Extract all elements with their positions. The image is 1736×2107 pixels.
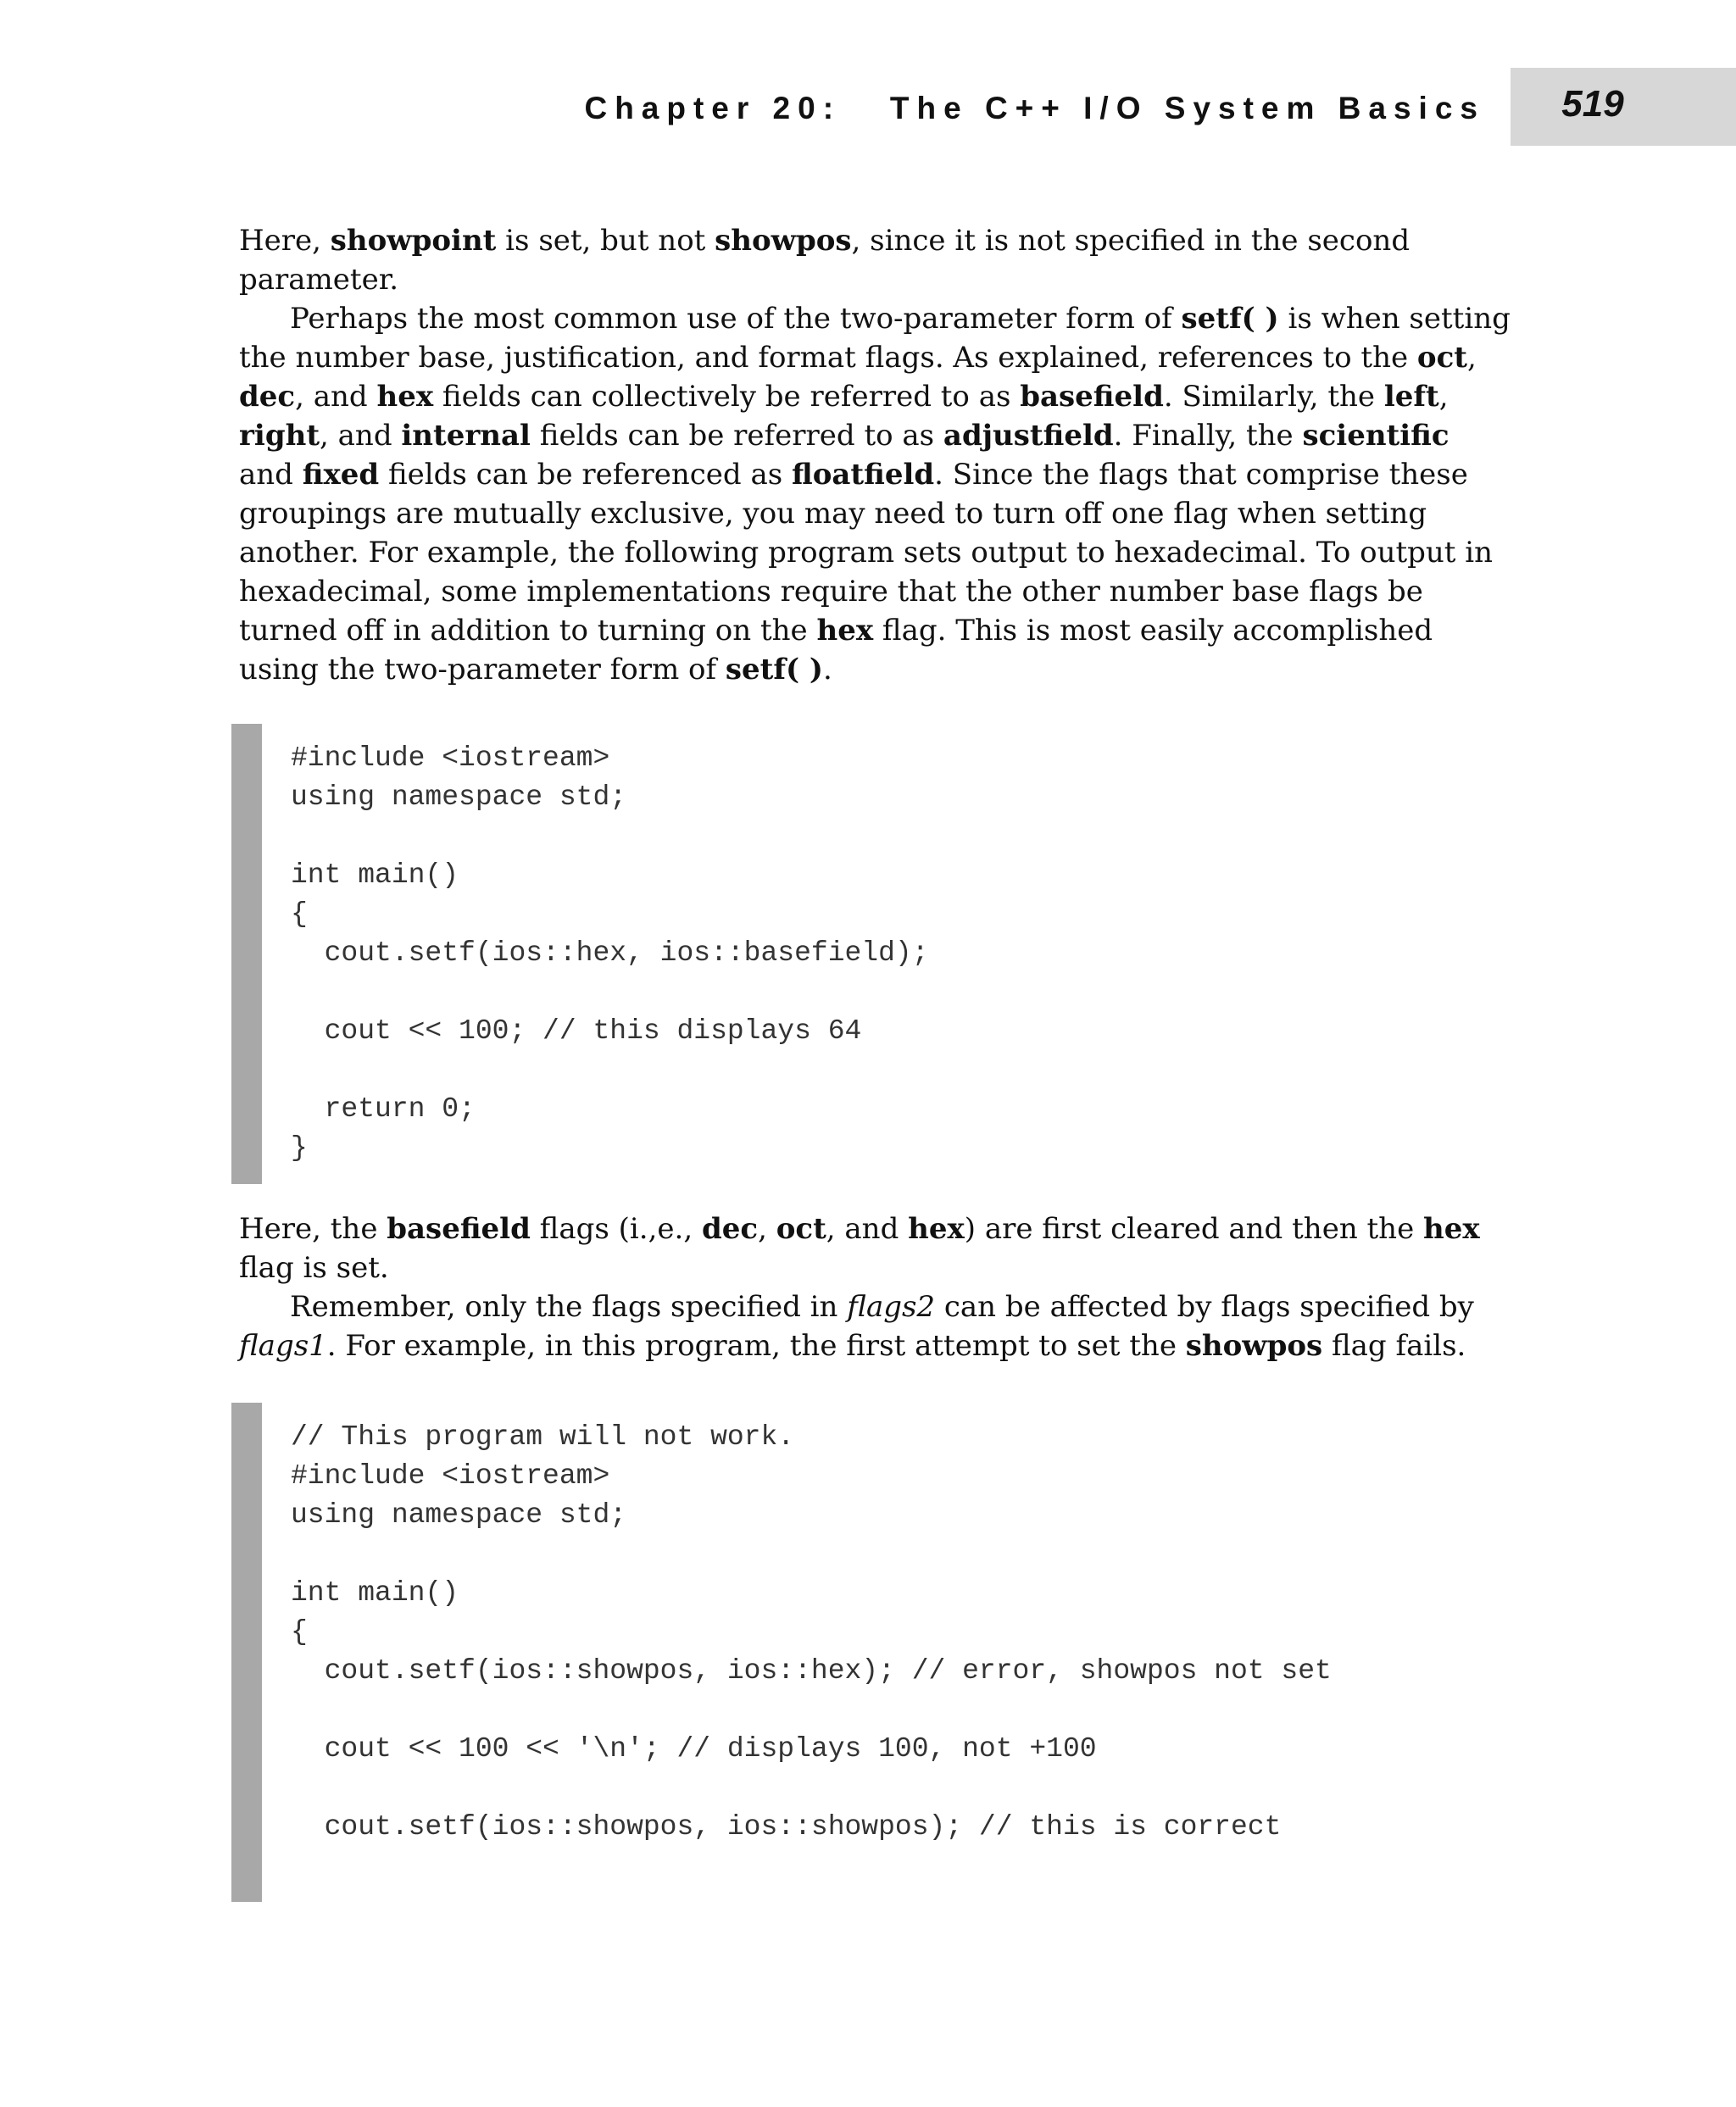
text-run: ,: [1467, 341, 1477, 375]
text-run: , since it is not specified in the second parameter.: [239, 224, 1410, 297]
keyword: basefield: [387, 1212, 531, 1246]
code-line: [291, 973, 929, 1012]
text-run: . Since the flags that comprise these groupings are mutually exclusive, you may need to turn off one flag when setting another. For example, the following program sets output to hexadecimal. To output in hexadecimal, some implementations require that the other number base flags be turned off in addition to turning on the: [239, 458, 1494, 648]
text-run: . For example, in this program, the first attempt to set the: [326, 1329, 1186, 1363]
running-head: Chapter 20: The C++ I/O System Basics: [584, 91, 1485, 125]
text-run: fields can be referenced as: [379, 458, 792, 492]
keyword: basefield: [1020, 380, 1164, 414]
code-line: [291, 1769, 1332, 1808]
code-lines: [291, 1418, 1332, 1847]
keyword: floatfield: [791, 458, 935, 492]
keyword: oct: [776, 1212, 826, 1246]
code-margin-bar: [231, 724, 262, 1184]
keyword: internal: [401, 419, 531, 453]
text-run: fields can collectively be referred to as: [433, 380, 1021, 414]
text-run: ,: [758, 1212, 776, 1246]
text-run: .: [823, 653, 832, 687]
text-run: Perhaps the most common use of the two-parameter form of: [290, 302, 1182, 336]
text-run: flag fails.: [1322, 1329, 1466, 1363]
paragraph-flags-remember: [239, 1287, 1511, 1365]
code-line: [291, 817, 929, 856]
text-run: . Similarly, the: [1163, 380, 1384, 414]
paragraph-basefield-cleared: [239, 1209, 1511, 1287]
page-number: 519: [1561, 83, 1624, 125]
text-run: and: [239, 458, 303, 492]
code-line: cout.setf(ios::showpos, ios::hex); // error, showpos not set: [291, 1655, 1332, 1687]
code-line: #include <iostream>: [291, 742, 610, 774]
code-line: }: [291, 1132, 308, 1164]
text-run: is when setting the number base, justification, and format flags. As explained, references to the: [239, 302, 1511, 375]
keyword: showpos: [715, 224, 852, 258]
keyword: dec: [239, 380, 296, 414]
text-run: flag. This is most easily accomplished using the two-parameter form of: [239, 614, 1433, 687]
middle-text: [239, 1209, 1511, 1365]
text-run: , and: [320, 419, 402, 453]
code-line: cout << 100 << '\n'; // displays 100, not +100: [291, 1733, 1097, 1765]
keyword: showpoint: [330, 224, 497, 258]
code-line: return 0;: [291, 1093, 476, 1125]
keyword: hex: [908, 1212, 965, 1246]
code-line: [291, 1051, 929, 1090]
paragraph-showpoint-note: [239, 221, 1511, 299]
code-line: cout.setf(ios::hex, ios::basefield);: [291, 937, 929, 969]
text-run: . Finally, the: [1113, 419, 1303, 453]
text-run: Here,: [239, 224, 331, 258]
code-lines: [291, 739, 929, 1168]
keyword: dec: [701, 1212, 759, 1246]
page-number-tab: [1511, 68, 1736, 146]
text-run: fields can be referred to as: [530, 419, 943, 453]
text-run: , and: [826, 1212, 909, 1246]
keyword: showpos: [1185, 1329, 1323, 1363]
text-run: flag is set.: [239, 1251, 389, 1285]
keyword: oct: [1416, 341, 1468, 375]
code-line: cout << 100; // this displays 64: [291, 1015, 862, 1047]
code-line: #include <iostream>: [291, 1460, 610, 1492]
text-run: ,: [1438, 380, 1449, 414]
code-line: {: [291, 1616, 308, 1648]
keyword: left: [1383, 380, 1439, 414]
text-run: can be affected by flags specified by: [935, 1290, 1474, 1324]
keyword: fixed: [302, 458, 380, 492]
text-run: , and: [295, 380, 377, 414]
text-run: is set, but not: [496, 224, 715, 258]
text-run: Here, the: [239, 1212, 387, 1246]
code-line: {: [291, 898, 308, 930]
code-listing-showpos: [231, 1403, 1503, 1902]
page-header: [0, 0, 1736, 148]
text-run: ) are first cleared and then the: [964, 1212, 1424, 1246]
paragraph-two-parameter-setf: [239, 299, 1511, 689]
code-line: using namespace std;: [291, 1499, 627, 1531]
text-run: Remember, only the flags specified in: [290, 1290, 848, 1324]
code-line: [291, 1691, 1332, 1730]
param-name: flags1: [239, 1329, 327, 1363]
code-line: // This program will not work.: [291, 1421, 795, 1453]
text-run: flags (i.,e.,: [530, 1212, 702, 1246]
code-listing-hex: [231, 724, 1503, 1184]
keyword: setf( ): [725, 653, 824, 687]
code-line: cout.setf(ios::showpos, ios::showpos); // this is correct: [291, 1811, 1282, 1843]
keyword: hex: [376, 380, 434, 414]
keyword: hex: [1423, 1212, 1480, 1246]
code-line: using namespace std;: [291, 781, 627, 813]
keyword: hex: [816, 614, 874, 648]
param-name: flags2: [847, 1290, 936, 1324]
code-line: int main(): [291, 1577, 459, 1609]
intro-text: [239, 221, 1511, 689]
keyword: scientific: [1302, 419, 1449, 453]
code-line: int main(): [291, 859, 459, 891]
code-line: [291, 1535, 1332, 1574]
code-margin-bar: [231, 1403, 262, 1902]
keyword: adjustfield: [943, 419, 1114, 453]
keyword: right: [239, 419, 320, 453]
keyword: setf( ): [1181, 302, 1279, 336]
